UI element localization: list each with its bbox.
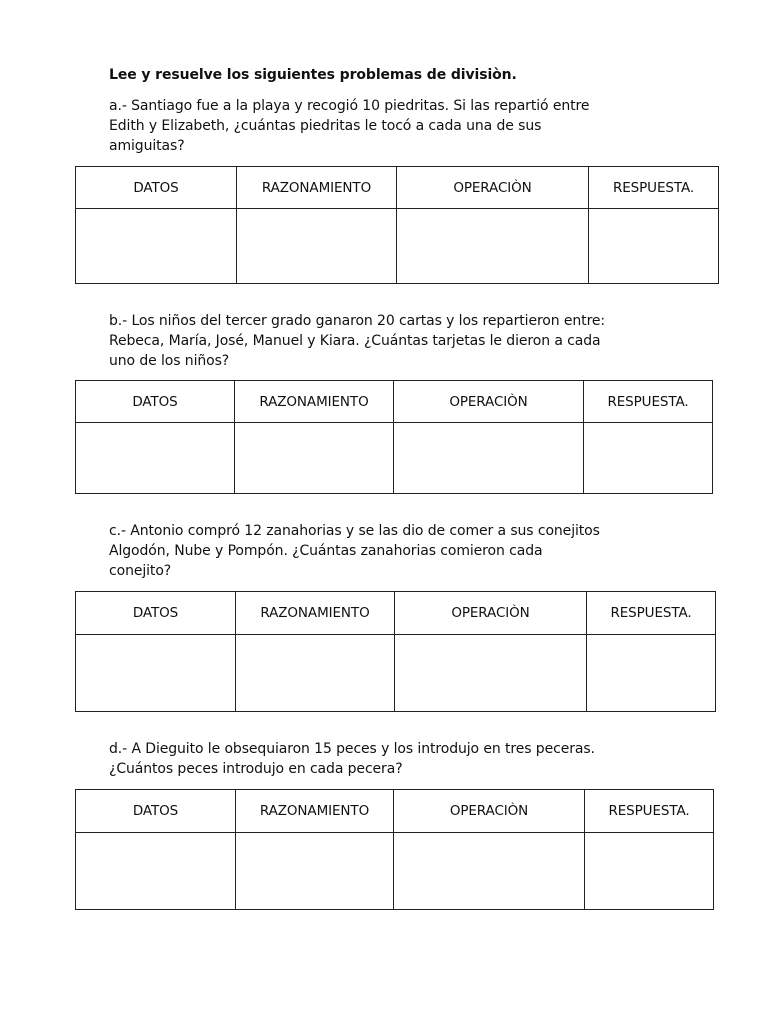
problem-a-text — [109, 96, 669, 156]
problem-d-text — [109, 739, 669, 779]
problem-c-line-3: conejito? — [109, 563, 172, 579]
header-operacion: OPERACIÒN — [394, 790, 585, 833]
answer-cell-respuesta[interactable] — [584, 423, 713, 494]
header-datos: DATOS — [76, 790, 236, 833]
header-operacion: OPERACIÒN — [397, 167, 589, 209]
header-respuesta: RESPUESTA. — [589, 167, 719, 209]
problem-c-line-1: c.- Antonio compró 12 zanahorias y se las dio de comer a sus conejitos — [109, 523, 600, 539]
answer-cell-operacion[interactable] — [394, 833, 585, 910]
header-razonamiento: RAZONAMIENTO — [236, 592, 395, 635]
header-datos: DATOS — [76, 381, 235, 423]
answer-cell-datos[interactable] — [76, 209, 237, 284]
problem-d-line-1: d.- A Dieguito le obsequiaron 15 peces y los introdujo en tres peceras. — [109, 741, 595, 757]
problem-c-text — [109, 521, 669, 581]
answer-cell-respuesta[interactable] — [585, 833, 714, 910]
header-razonamiento: RAZONAMIENTO — [236, 790, 394, 833]
header-datos: DATOS — [76, 592, 236, 635]
problem-a-line-1: a.- Santiago fue a la playa y recogió 10 piedritas. Si las repartió entre — [109, 98, 590, 114]
answer-cell-razonamiento[interactable] — [236, 833, 394, 910]
answer-cell-razonamiento[interactable] — [236, 635, 395, 712]
problem-d-table — [75, 789, 714, 910]
answer-cell-respuesta[interactable] — [589, 209, 719, 284]
answer-cell-datos[interactable] — [76, 423, 235, 494]
worksheet-title: Lee y resuelve los siguientes problemas de divisiòn. — [109, 67, 517, 83]
problem-a-line-2: Edith y Elizabeth, ¿cuántas piedritas le tocó a cada una de sus — [109, 118, 542, 134]
answer-cell-operacion[interactable] — [394, 423, 584, 494]
answer-cell-operacion[interactable] — [397, 209, 589, 284]
problem-a-line-3: amiguitas? — [109, 138, 185, 154]
header-razonamiento: RAZONAMIENTO — [235, 381, 394, 423]
problem-c-line-2: Algodón, Nube y Pompón. ¿Cuántas zanahorias comieron cada — [109, 543, 543, 559]
problem-c-table — [75, 591, 716, 712]
problem-d-line-2: ¿Cuántos peces introdujo en cada pecera? — [109, 761, 403, 777]
header-razonamiento: RAZONAMIENTO — [237, 167, 397, 209]
header-respuesta: RESPUESTA. — [587, 592, 716, 635]
answer-cell-datos[interactable] — [76, 833, 236, 910]
header-operacion: OPERACIÒN — [394, 381, 584, 423]
answer-cell-razonamiento[interactable] — [235, 423, 394, 494]
answer-cell-razonamiento[interactable] — [237, 209, 397, 284]
problem-b-table — [75, 380, 713, 494]
header-respuesta: RESPUESTA. — [585, 790, 714, 833]
problem-b-text — [109, 311, 669, 371]
answer-cell-datos[interactable] — [76, 635, 236, 712]
answer-cell-respuesta[interactable] — [587, 635, 716, 712]
header-datos: DATOS — [76, 167, 237, 209]
problem-a-table — [75, 166, 719, 284]
header-respuesta: RESPUESTA. — [584, 381, 713, 423]
header-operacion: OPERACIÒN — [395, 592, 587, 635]
problem-b-line-1: b.- Los niños del tercer grado ganaron 20 cartas y los repartieron entre: — [109, 313, 606, 329]
problem-b-line-2: Rebeca, María, José, Manuel y Kiara. ¿Cuántas tarjetas le dieron a cada — [109, 333, 601, 349]
problem-b-line-3: uno de los niños? — [109, 353, 230, 369]
answer-cell-operacion[interactable] — [395, 635, 587, 712]
